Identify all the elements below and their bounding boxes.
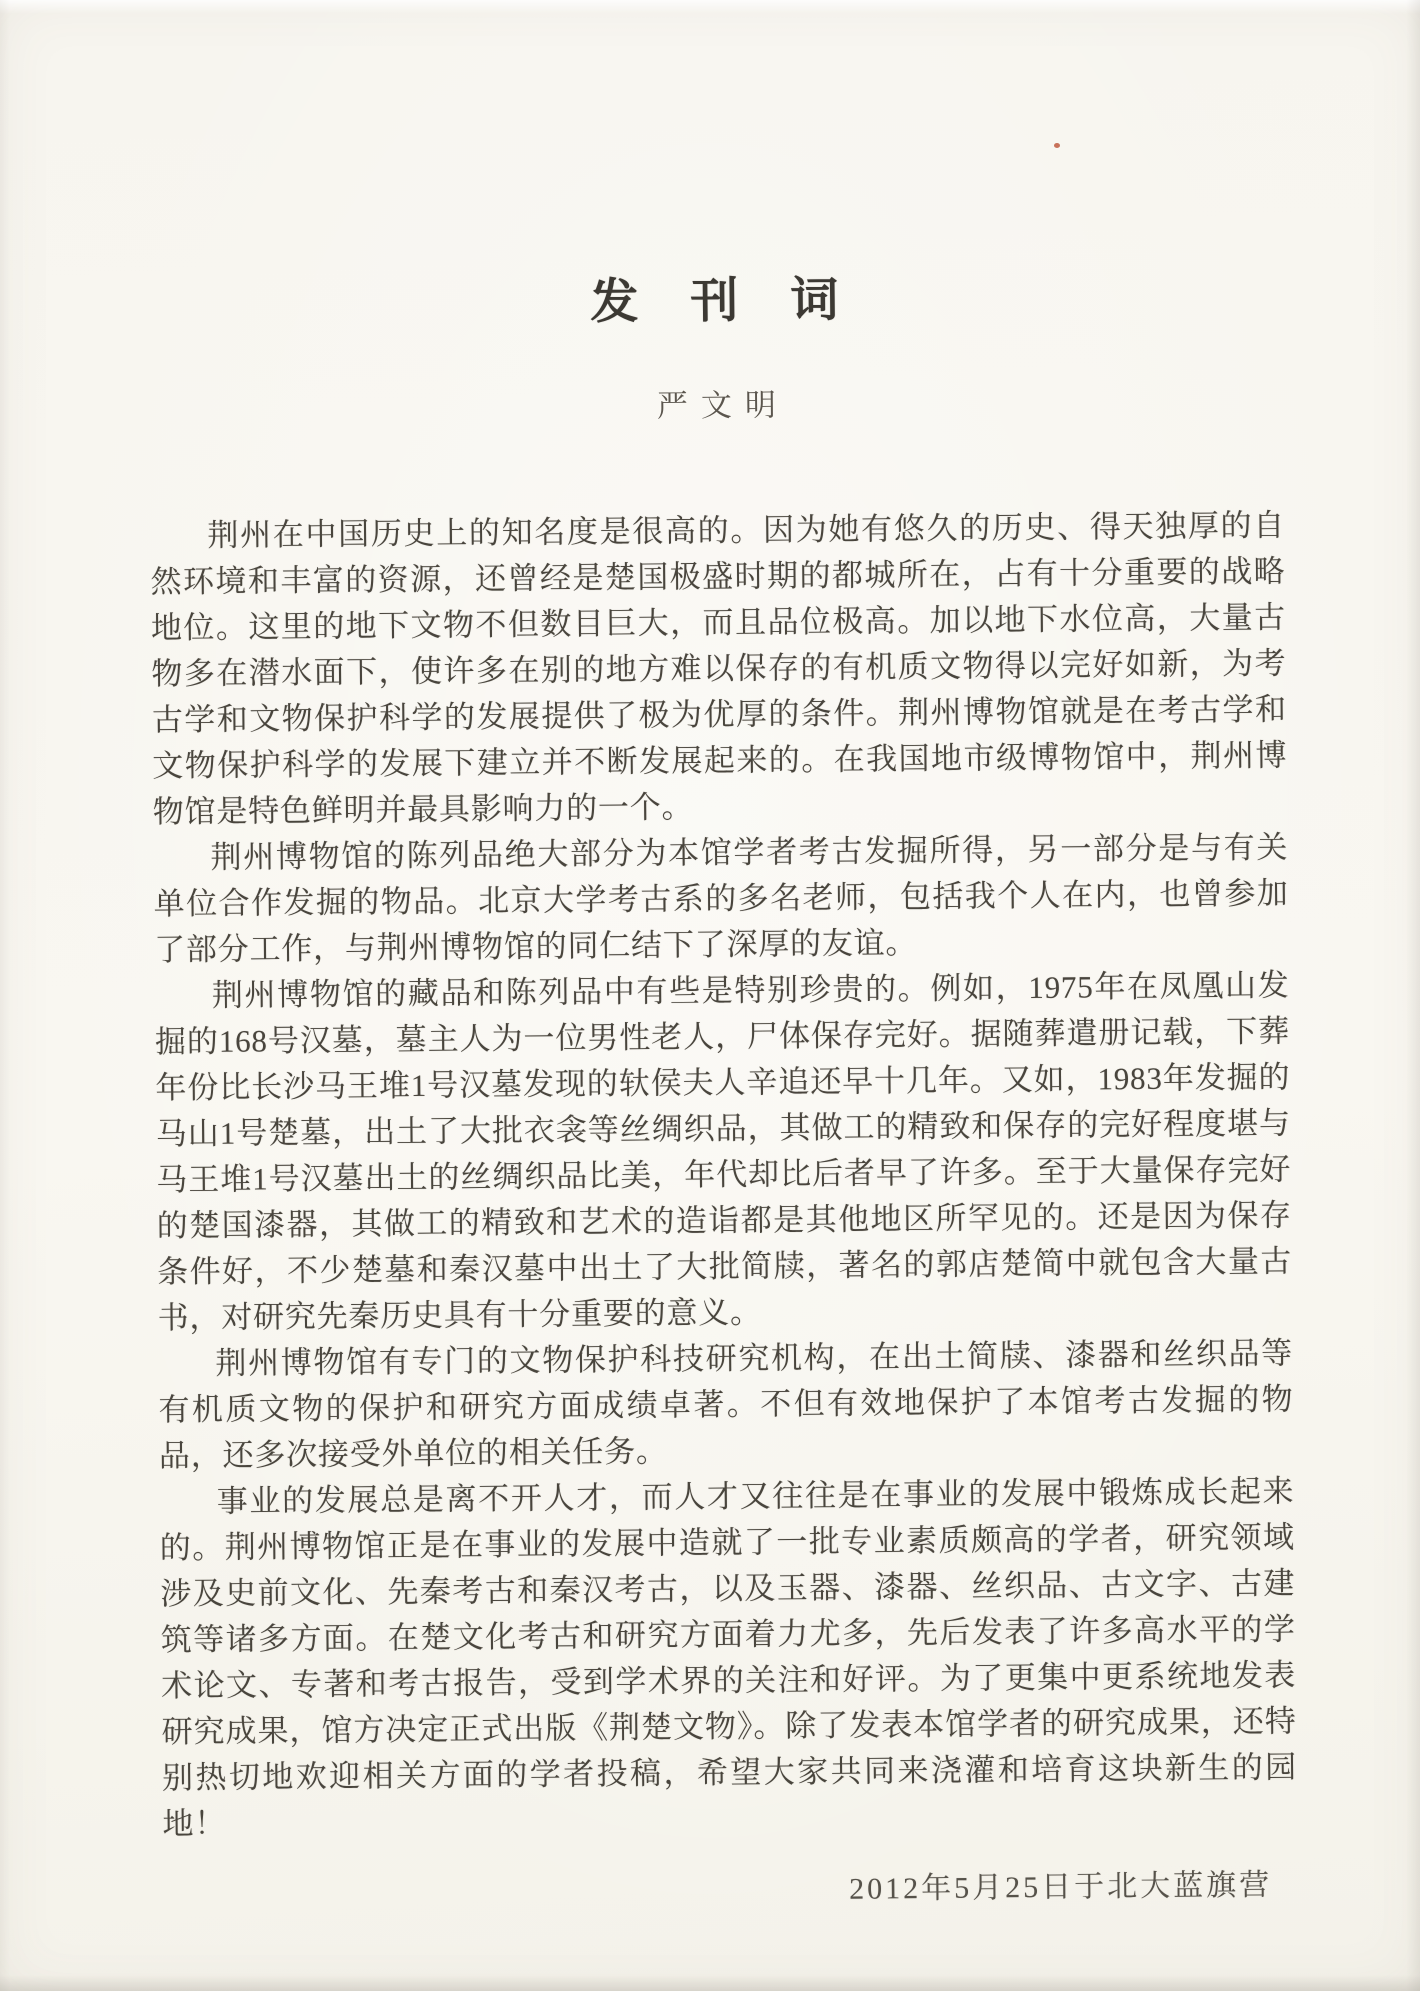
page-content [145, 0, 1298, 1917]
paragraph-3: 荆州博物馆的藏品和陈列品中有些是特别珍贵的。例如，1975年在凤凰山发掘的168号汉墓，墓主人为一位男性老人，尸体保存完好。据随葬遣册记载，下葬年份比长沙马王堆1号汉墓发现的轪侯夫人辛追还早十几年。又如，1983年发掘的马山1号楚墓，出土了大批衣衾等丝绸织品，其做工的精致和保存的完好程度堪与马王堆1号汉墓出土的丝绸织品比美，年代却比后者早了许多。至于大量保存完好的楚国漆器，其做工的精致和艺术的造诣都是其他地区所罕见的。还是因为保存条件好，不少楚墓和秦汉墓中出土了大批简牍，著名的郭店楚简中就包含大量古书，对研究先秦历史具有十分重要的意义。 [154, 967, 1293, 1336]
body-text [150, 503, 1298, 1848]
dateline: 2012年5月25日于北大蓝旗营 [848, 1868, 1273, 1906]
page-title: 发 刊 词 [590, 273, 841, 330]
scan-edge-left [0, 0, 10, 1991]
author-name: 严文明 [656, 387, 790, 424]
paragraph-4: 荆州博物馆有专门的文物保护科技研究机构，在出土简牍、漆器和丝织品等有机质文物的保护和研究方面成绩卓著。不但有效地保护了本馆考古发掘的物品，还多次接受外单位的相关任务。 [158, 1335, 1294, 1474]
paragraph-2: 荆州博物馆的陈列品绝大部分为本馆学者考古发掘所得，另一部分是与有关单位合作发掘的物品。北京大学考古系的多名老师，包括我个人在内，也曾参加了部分工作，与荆州博物馆的同仁结下了深厚的友谊。 [153, 829, 1289, 968]
paragraph-5: 事业的发展总是离不开人才，而人才又往往是在事业的发展中锻炼成长起来的。荆州博物馆正是在事业的发展中造就了一批专业素质颇高的学者，研究领域涉及史前文化、先秦考古和秦汉考古，以及玉器、漆器、丝织品、古文字、古建筑等诸多方面。在楚文化考古和研究方面着力尤多，先后发表了许多高水平的学术论文、专著和考古报告，受到学术界的关注和好评。为了更集中更系统地发表研究成果，馆方决定正式出版《荆楚文物》。除了发表本馆学者的研究成果，还特别热切地欢迎相关方面的学者投稿，希望大家共同来浇灌和培育这块新生的园地！ [159, 1473, 1298, 1842]
paragraph-1: 荆州在中国历史上的知名度是很高的。因为她有悠久的历史、得天独厚的自然环境和丰富的资源，还曾经是楚国极盛时期的都城所在，占有十分重要的战略地位。这里的地下文物不但数目巨大，而且品位极高。加以地下水位高，大量古物多在潜水面下，使许多在别的地方难以保存的有机质文物得以完好如新，为考古学和文物保护科学的发展提供了极为优厚的条件。荆州博物馆就是在考古学和文物保护科学的发展下建立并不断发展起来的。在我国地市级博物馆中，荆州博物馆是特色鲜明并最具影响力的一个。 [150, 507, 1288, 830]
scan-edge-right [1406, 0, 1420, 1991]
scan-edge-bottom [0, 1975, 1420, 1991]
